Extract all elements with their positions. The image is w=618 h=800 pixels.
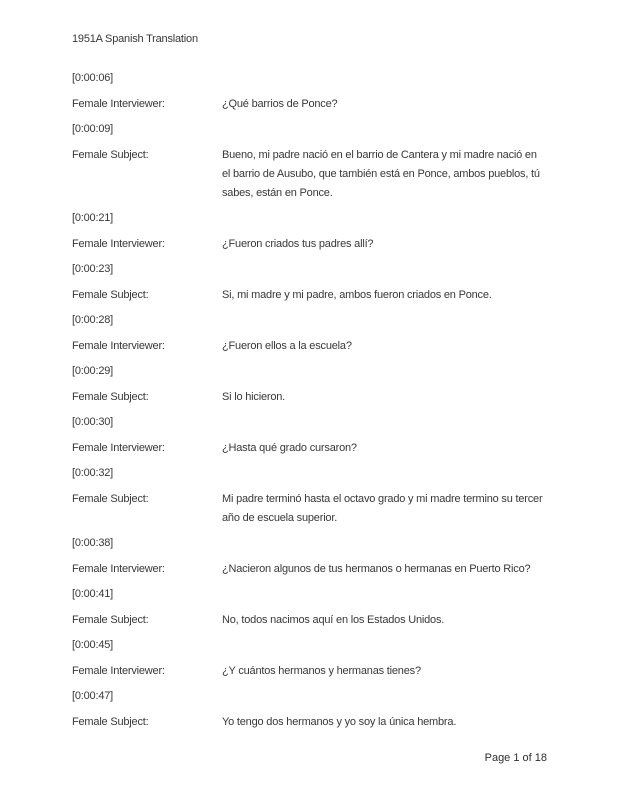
dialogue-row — [72, 337, 546, 356]
speaker-label: Female Interviewer: — [72, 664, 165, 677]
transcript-entry — [72, 362, 546, 407]
timestamp: [0:00:32] — [72, 467, 114, 479]
speaker-label: Female Interviewer: — [72, 562, 165, 575]
speaker-label: Female Interviewer: — [72, 237, 165, 250]
timestamp: [0:00:30] — [72, 416, 114, 428]
dialogue-row — [72, 560, 546, 579]
speaker-label: Female Subject: — [72, 613, 149, 626]
dialogue-text: Bueno, mi padre nació en el barrio de Cantera y mi madre nació en el barrio de Ausubo, que también está en Ponce, ambos pueblos, tú sabes, están en Ponce. — [222, 148, 540, 199]
dialogue-row — [72, 146, 546, 203]
dialogue-row — [72, 662, 546, 681]
document-title: 1951A Spanish Translation — [72, 33, 198, 45]
timestamp: [0:00:21] — [72, 212, 114, 224]
dialogue-text: ¿Qué barrios de Ponce? — [222, 97, 338, 110]
timestamp: [0:00:28] — [72, 314, 114, 326]
timestamp: [0:00:06] — [72, 72, 114, 84]
dialogue-row — [72, 286, 546, 305]
timestamp: [0:00:41] — [72, 588, 114, 600]
speaker-label: Female Interviewer: — [72, 97, 165, 110]
transcript-entry — [72, 636, 546, 681]
dialogue-text: ¿Y cuántos hermanos y hermanas tienes? — [222, 664, 421, 677]
timestamp: [0:00:29] — [72, 365, 114, 377]
speaker-label: Female Interviewer: — [72, 441, 165, 454]
dialogue-text: Mi padre terminó hasta el octavo grado y mi madre termino su tercer año de escuela superior. — [222, 492, 543, 524]
dialogue-row — [72, 713, 546, 732]
dialogue-text: Si, mi madre y mi padre, ambos fueron criados en Ponce. — [222, 288, 492, 301]
dialogue-row — [72, 235, 546, 254]
dialogue-row — [72, 95, 546, 114]
transcript-entry — [72, 120, 546, 203]
dialogue-text: ¿Fueron criados tus padres allí? — [222, 237, 374, 250]
dialogue-row — [72, 490, 546, 528]
timestamp: [0:00:47] — [72, 690, 114, 702]
speaker-label: Female Interviewer: — [72, 339, 165, 352]
dialogue-text: Yo tengo dos hermanos y yo soy la única hembra. — [222, 715, 457, 728]
speaker-label: Female Subject: — [72, 148, 149, 161]
transcript-entry — [72, 260, 546, 305]
dialogue-row — [72, 439, 546, 458]
timestamp: [0:00:23] — [72, 263, 114, 275]
transcript-entry — [72, 534, 546, 579]
dialogue-text: ¿Fueron ellos a la escuela? — [222, 339, 352, 352]
transcript-entry — [72, 311, 546, 356]
transcript-entry — [72, 209, 546, 254]
transcript-entry — [72, 687, 546, 732]
dialogue-row — [72, 388, 546, 407]
timestamp: [0:00:38] — [72, 537, 114, 549]
speaker-label: Female Subject: — [72, 390, 149, 403]
transcript — [72, 69, 546, 732]
transcript-entry — [72, 69, 546, 114]
dialogue-text: Si lo hicieron. — [222, 390, 286, 403]
page-number: Page 1 of 18 — [484, 752, 547, 764]
dialogue-row — [72, 611, 546, 630]
transcript-entry — [72, 464, 546, 528]
dialogue-text: ¿Nacieron algunos de tus hermanos o hermanas en Puerto Rico? — [222, 562, 531, 575]
dialogue-text: ¿Hasta qué grado cursaron? — [222, 441, 357, 454]
transcript-entry — [72, 585, 546, 630]
timestamp: [0:00:09] — [72, 123, 114, 135]
speaker-label: Female Subject: — [72, 492, 149, 505]
timestamp: [0:00:45] — [72, 639, 114, 651]
speaker-label: Female Subject: — [72, 288, 149, 301]
speaker-label: Female Subject: — [72, 715, 149, 728]
dialogue-text: No, todos nacimos aquí en los Estados Unidos. — [222, 613, 445, 626]
transcript-entry — [72, 413, 546, 458]
